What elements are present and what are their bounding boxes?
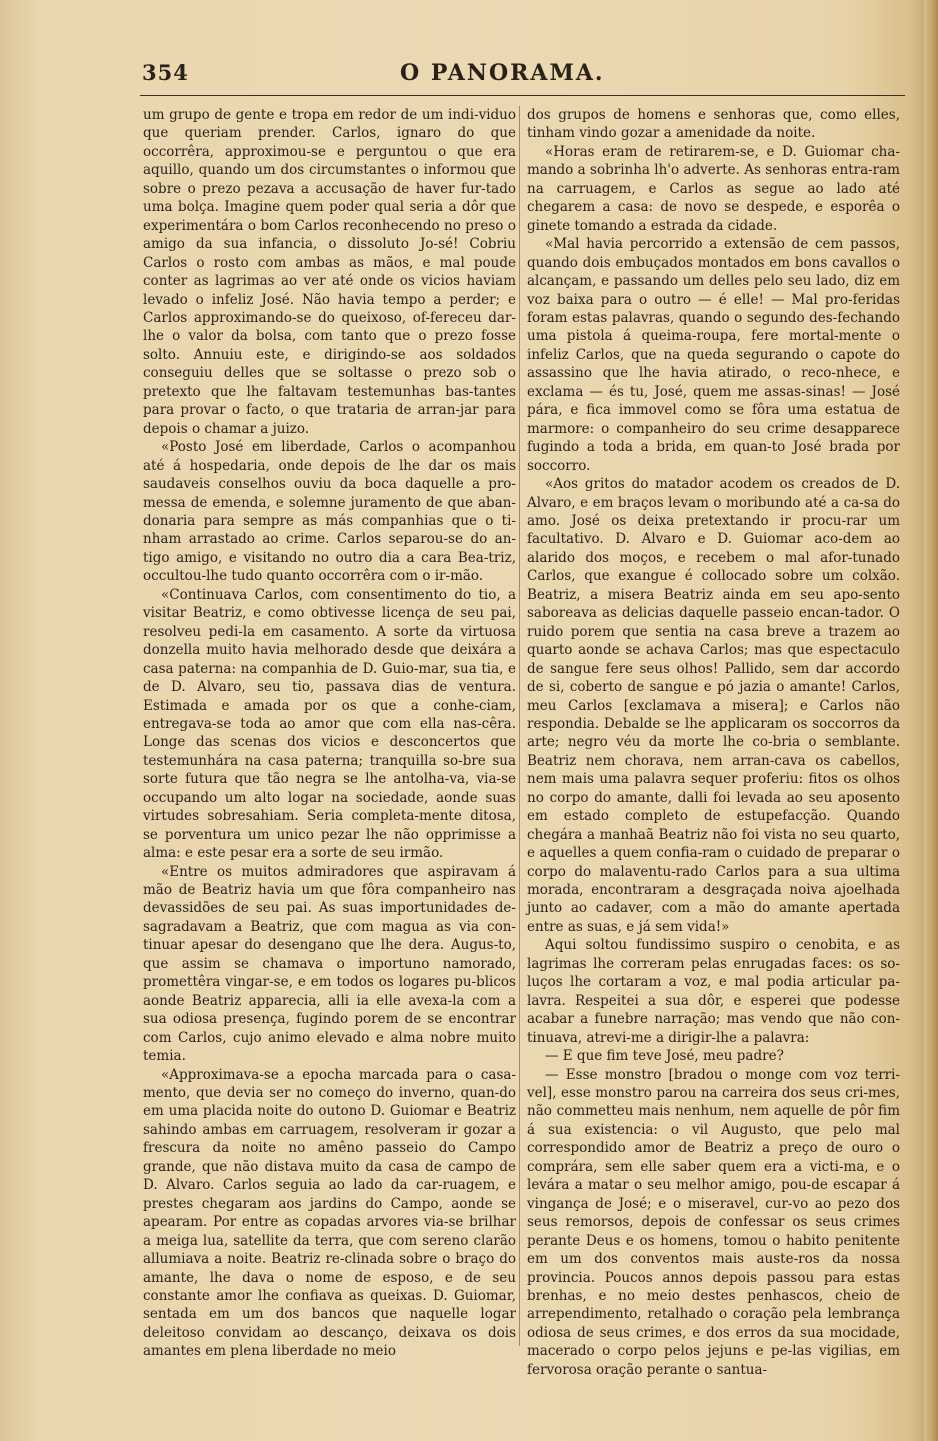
paragraph: «Continuava Carlos, com consentimento do tio, a visitar Beatriz, e como obtivesse licença de seu pai, resolveu pedi-la em casamento. A sorte da virtuosa donzella muito havia melhorado desde que deixára a casa paterna: na companhia de D. Guio-mar, sua tia, e de D. Alvaro, seu tio, passava dias de ventura. Estimada e amada por os que a conhe-ciam, entregava-se toda ao amor que com ella nas-cêra. Longe das scenas dos vicios e desconcertos que testemunhára na casa paterna; tranquilla so-bre sua sorte futura que tão negra se lhe antolha-va, via-se occupando um alto logar na sociedade, aonde suas virtudes sobresahiam. Seria completa-mente ditosa, se porventura um unico pezar lhe não opprimisse a alma: e este pesar era a sorte de seu irmão. bbox=[143, 586, 516, 862]
page-title: O PANORAMA. bbox=[400, 60, 605, 86]
column-divider bbox=[519, 106, 520, 1346]
paragraph: um grupo de gente e tropa em redor de um indi-viduo que queriam prender. Carlos, ignaro do que occorrêra, approximou-se e perguntou o que era aquillo, quando um dos circumstantes o informou que sobre o prezo pezava a accusação de haver fur-tado uma bolça. Imagine quem poder qual seria a dôr que experimentára o bom Carlos reconhecendo no preso o amigo da sua infancia, o dissoluto Jo-sé! Cobriu Carlos o rosto com ambas as mãos, e mal poude conter as lagrimas ao ver até onde os vicios haviam levado o infeliz José. Não havia tempo a perder; e Carlos approximando-se do queixoso, of-fereceu dar-lhe o valor da bolsa, com tanto que o prezo fosse solto. Annuiu este, e dirigindo-se aos soldados conseguiu delles que se soltasse o prezo sob o pretexto que lhe faltavam testemunhas bas-tantes para provar o facto, o que trataria de arran-jar para depois o chamar a juizo. bbox=[143, 107, 516, 437]
left-column bbox=[143, 106, 516, 1361]
page-edge bbox=[924, 0, 938, 1441]
header-rule bbox=[140, 95, 905, 96]
paragraph: — Esse monstro [bradou o monge com voz terri-vel], esse monstro parou na carreira dos seus cri-mes, não commetteu mais nenhum, nem aquelle de pôr fim á sua existencia: o vil Augusto, que pelo mal correspondido amor de Beatriz a preço de ouro o comprára, sem elle saber quem era a victi-ma, e o levára a matar o seu melhor amigo, pou-de escapar á vingança de José; e o miseravel, cur-vo ao pezo dos seus remorsos, depois de confessar os seus crimes perante Deus e os homens, tomou o habito penitente em um dos conventos mais auste-ros da nossa provincia. Poucos annos depois passou para estas brenhas, e no meio destes penhascos, cheio de arrependimento, retalhado o coração pela lembrança odiosa de seus crimes, e dos erros da sua mocidade, macerado o corpo pelos jejuns e pe-las vigilias, em fervorosa oração perante o santua- bbox=[527, 1066, 900, 1378]
paragraph: dos grupos de homens e senhoras que, como elles, tinham vindo gozar a amenidade da noite. bbox=[527, 107, 900, 142]
paragraph: Aqui soltou fundissimo suspiro o cenobita, e as lagrimas lhe correram pelas enrugadas faces: os so-luços lhe cortaram a voz, e mal podia articular pa-lavra. Respeitei a sua dôr, e esperei que podesse acabar a funebre narração; mas vendo que não con-tinuava, atrevi-me a dirigir-lhe a palavra: bbox=[527, 937, 900, 1046]
paragraph: «Mal havia percorrido a extensão de cem passos, quando dois embuçados montados em bons cavallos o alcançam, e passando um delles pelo seu lado, diz em voz baixa para o outro — é elle! — Mal pro-feridas foram estas palavras, quando o segundo des-fechando uma pistola á queima-roupa, fere mortal-mente o infeliz Carlos, que na queda segurando o capote do assassino que lhe havia atirado, o reco-nhece, e exclama — és tu, José, quem me assas-sinas! — José pára, e fica immovel como se fôra uma estatua de marmore: o companheiro do seu crime desapparece fugindo a toda a brida, em quan-to José brada por soccorro. bbox=[527, 236, 900, 474]
paragraph: «Entre os muitos admiradores que aspiravam á mão de Beatriz havia um que fôra companheiro nas devassidões de seu pai. As suas importunidades de-sagradavam a Beatriz, que com magua as via con-tinuar apesar do desengano que lhe dera. Augus-to, que assim se chamava o importuno namorado, promettêra vingar-se, e em todos os logares pu-blicos aonde Beatriz apparecia, alli ia elle avexa-la com a sua odiosa presença, fugindo porem de se encontrar com Carlos, cujo animo elevado e alma nobre muito temia. bbox=[143, 863, 516, 1065]
page-number: 354 bbox=[142, 60, 189, 85]
paragraph: «Posto José em liberdade, Carlos o acompanhou até á hospedaria, onde depois de lhe dar os mais saudaveis conselhos ouviu da boca daquelle a pro-messa de emenda, e solemne juramento de que aban-donaria para sempre as más companhias que o ti-nham arrastado ao crime. Carlos separou-se do an-tigo amigo, e visitando no outro dia a cara Bea-triz, occultou-lhe tudo quanto occorrêra com o ir-mão. bbox=[143, 439, 516, 585]
paragraph: «Approximava-se a epocha marcada para o casa-mento, que devia ser no começo do inverno, quan-do em uma placida noite do outono D. Guiomar e Beatriz sahindo ambas em carruagem, resolveram ir gozar a frescura da noite no amêno passeio do Campo grande, que não distava muito da casa de campo de D. Alvaro. Carlos seguia ao lado da car-ruagem, e prestes chegaram aos jardins do Campo, aonde se apearam. Por entre as copadas arvores via-se brilhar a meiga lua, satellite da terra, que com sereno clarão allumiava a noite. Beatriz re-clinada sobre o braço do amante, lhe dava o nome de esposo, e de seu constante amor lhe confiava as queixas. D. Guiomar, sentada em um dos bancos que naquelle logar deleitoso convidam ao descanço, deixava os dois amantes em plena liberdade no meio bbox=[143, 1066, 516, 1360]
right-column bbox=[527, 106, 900, 1379]
paragraph: «Aos gritos do matador acodem os creados de D. Alvaro, e em braços levam o moribundo até a ca-sa do amo. José os deixa pretextando ir procu-rar um facultativo. D. Alvaro e D. Guiomar aco-dem ao alarido dos moços, e recebem o mal afor-tunado Carlos, que exangue é collocado sobre um colxão. Beatriz, a misera Beatriz ainda em seu apo-sento saboreava as delicias daquelle passeio encan-tador. O ruido porem que sentia na casa breve a trazem ao quarto aonde se achava Carlos; mas que espectaculo de sangue fere seus olhos! Pallido, sem dar accordo de si, coberto de sangue e pó jazia o amante! Carlos, meu Carlos [exclamava a misera]; e Carlos não respondia. Debalde se lhe applicaram os soccorros da arte; negro véu da morte lhe co-bria o semblante. Beatriz nem chorava, nem arran-cava os cabellos, nem mais uma palavra sequer proferiu: fitos os olhos no corpo do amante, dalli foi levada ao seu aposento em estado completo de estupefacção. Quando chegára a manhaã Beatriz não foi vista no seu quarto, e aquelles a quem confia-ram o cuidado de preparar o corpo do malaventu-rado Carlos para a sua ultima morada, encontraram a desgraçada noiva ajoelhada junto ao cadaver, com a mão do amante apertada entre as suas, e já sem vida!» bbox=[527, 476, 900, 935]
paragraph: «Horas eram de retirarem-se, e D. Guiomar cha-mando a sobrinha lh'o adverte. As senhoras entra-ram na carruagem, e Carlos as segue ao lado até chegarem a casa: de novo se despede, e esporêa o ginete tomando a estrada da cidade. bbox=[527, 143, 900, 234]
paragraph: — E que fim teve José, meu padre? bbox=[545, 1048, 784, 1065]
